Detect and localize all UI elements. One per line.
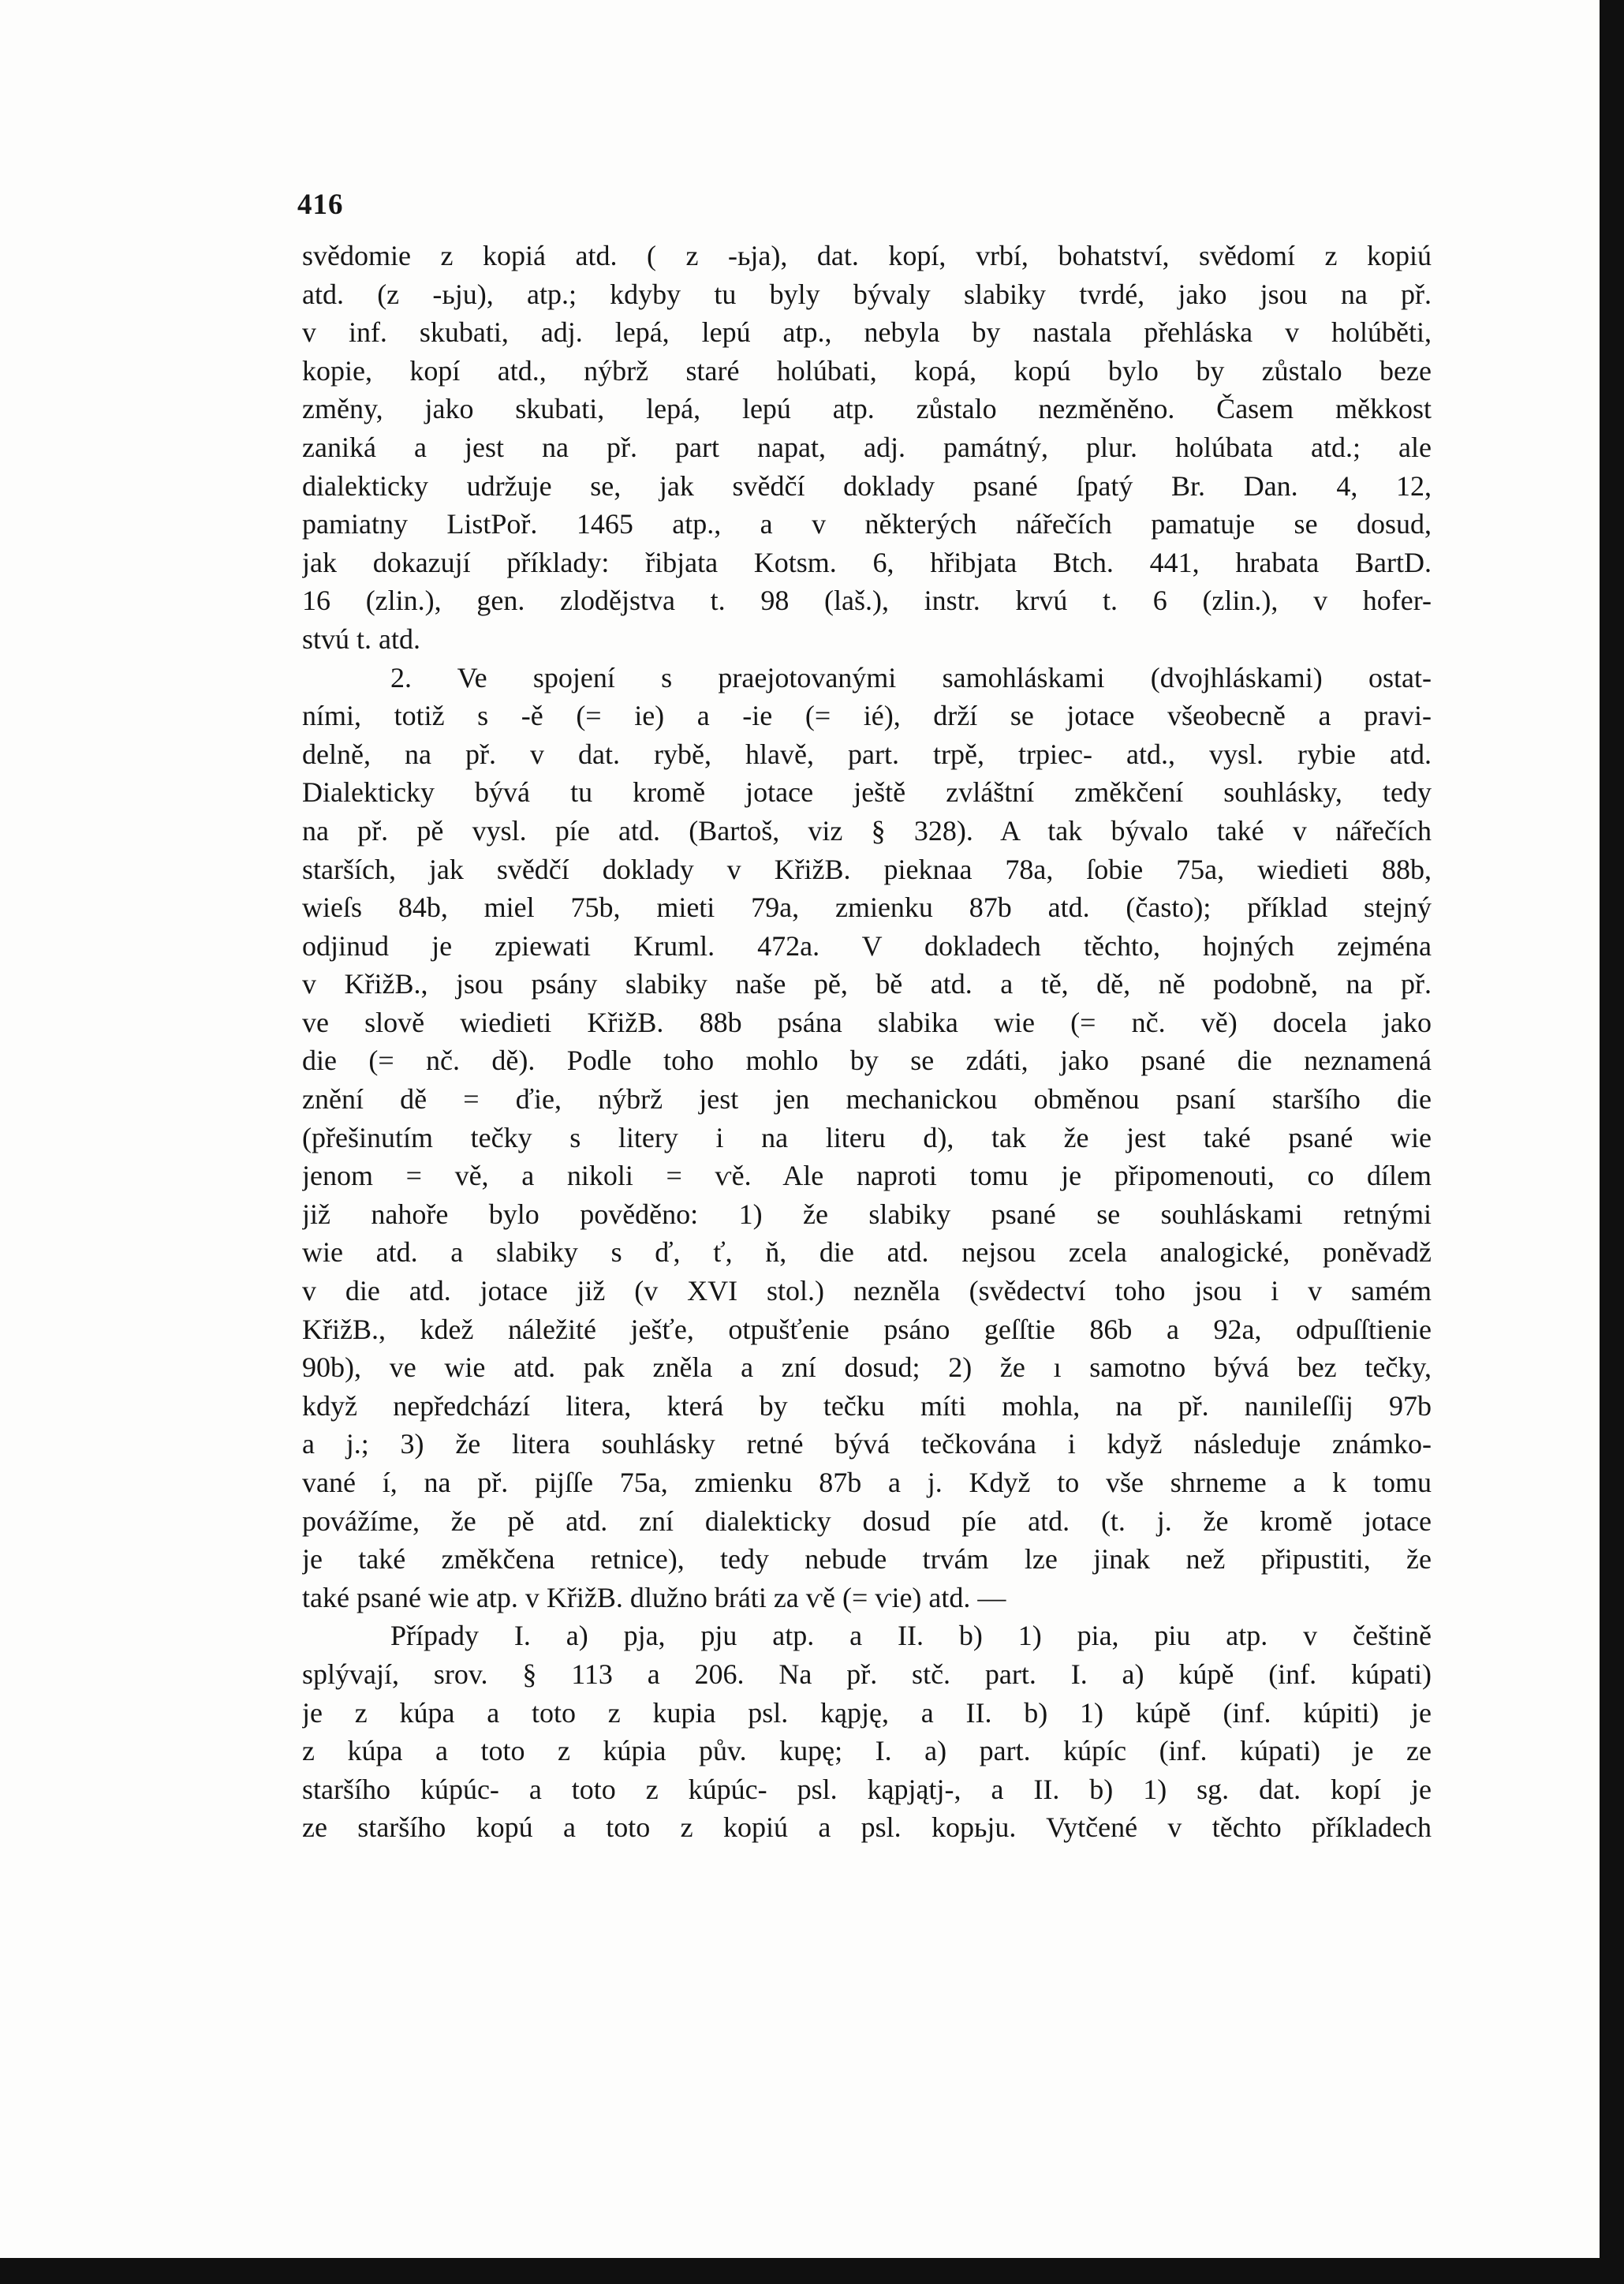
- text-line: a j.; 3) že litera souhlásky retné bývá tečkována i když následuje známko-: [302, 1428, 1432, 1460]
- text-line: 16 (zlin.), gen. zlodějstva t. 98 (laš.), instr. krvú t. 6 (zlin.), v hofer-: [302, 585, 1432, 617]
- paragraph-start: Případy I. a) pja, pju atp. a II. b) 1) pia, piu atp. v češtině: [390, 1620, 1432, 1652]
- text-line: wie atd. a slabiky s ď, ť, ň, die atd. nejsou zcela analogické, poněvadž: [302, 1236, 1432, 1269]
- text-line: jak dokazují příklady: řibjata Kotsm. 6, hřibjata Btch. 441, hrabata BartD.: [302, 546, 1432, 578]
- text-line: Dialekticky bývá tu kromě jotace ještě zvláštní změkčení souhlásky, tedy: [302, 776, 1432, 809]
- text-line: je také změkčena retnice), tedy nebude trvám lze jinak než připustiti, že: [302, 1543, 1432, 1576]
- page-number: 416: [297, 189, 344, 221]
- text-line: dialekticky udržuje se, jak svědčí doklady psané ſpatý Br. Dan. 4, 12,: [302, 469, 1432, 502]
- text-line: KřižB., kdež náležité ješťe, otpušťenie psáno geſſtie 86b a 92a, odpuſſtienie: [302, 1313, 1432, 1345]
- text-line: kopie, kopí atd., nýbrž staré holúbati, kopá, kopú bylo by zůstalo beze: [302, 354, 1432, 387]
- text-line: odjinud je zpiewati Kruml. 472a. V dokladech těchto, hojných zejména: [302, 929, 1432, 962]
- text-line: zaniká a jest na př. part napat, adj. památný, plur. holúbata atd.; ale: [302, 431, 1432, 463]
- text-line: pamiatny ListPoř. 1465 atp., a v některých nářečích pamatuje se dosud,: [302, 508, 1432, 540]
- text-line: starších, jak svědčí doklady v KřižB. pieknaa 78a, ſobie 75a, wiedieti 88b,: [302, 853, 1432, 885]
- text-line: povážíme, že pě atd. zní dialekticky dosud píe atd. (t. j. že kromě jotace: [302, 1505, 1432, 1537]
- text-line: již nahoře bylo pověděno: 1) že slabiky psané se souhláskami retnými: [302, 1198, 1432, 1230]
- paragraph-start: 2. Ve spojení s praejotovanými samohláskami (dvojhláskami) ostat-: [390, 661, 1432, 693]
- text-line: die (= nč. dě). Podle toho mohlo by se zdáti, jako psané die neznamená: [302, 1045, 1432, 1077]
- scan-border-bottom: [0, 2258, 1624, 2284]
- text-line: staršího kúpúc- a toto z kúpúc- psl. kąpjątj-, a II. b) 1) sg. dat. kopí je: [302, 1773, 1432, 1805]
- text-line: vané í, na př. pijſſe 75a, zmienku 87b a j. Když to vše shrneme a k tomu: [302, 1467, 1432, 1498]
- text-line: atd. (z -ьju), atp.; kdyby tu byly bývaly slabiky tvrdé, jako jsou na př.: [302, 278, 1432, 310]
- text-line: z kúpa a toto z kúpia pův. kupę; I. a) part. kúpíc (inf. kúpati) je ze: [302, 1735, 1432, 1767]
- text-line: také psané wie atp. v KřižB. dlužno bráti za ѵě (= ѵie) atd. —: [302, 1581, 1006, 1613]
- text-line: jenom = vě, a nikoli = ѵě. Ale naproti tomu je připomenouti, co dílem: [302, 1160, 1432, 1192]
- text-line: na př. pě vysl. píe atd. (Bartoš, viz § 328). A tak bývalo také v nářečích: [302, 814, 1432, 847]
- text-line: stvú t. atd.: [302, 622, 420, 655]
- scan-border-right: [1600, 0, 1624, 2284]
- text-line: znění dě = ďie, nýbrž jest jen mechanickou obměnou psaní staršího die: [302, 1083, 1432, 1116]
- text-line: v die atd. jotace již (v XVI stol.) nezněla (svědectví toho jsou i v samém: [302, 1275, 1432, 1307]
- text-line: svědomie z kopiá atd. ( z -ьja), dat. kopí, vrbí, bohatství, svědomí z kopiú: [302, 240, 1432, 271]
- text-line: změny, jako skubati, lepá, lepú atp. zůstalo nezměněno. Časem měkkost: [302, 393, 1432, 425]
- text-line: delně, na př. v dat. rybě, hlavě, part. trpě, trpiec- atd., vysl. rybie atd.: [302, 738, 1432, 770]
- text-line: splývají, srov. § 113 a 206. Na př. stč. part. I. a) kúpě (inf. kúpati): [302, 1658, 1432, 1690]
- text-line: ními, totiž s -ě (= ie) a -ie (= ié), drží se jotace všeobecně a pravi-: [302, 700, 1432, 732]
- text-line: 90b), ve wie atd. pak zněla a zní dosud; 2) že ı samotno bývá bez tečky,: [302, 1351, 1432, 1384]
- text-line: v KřižB., jsou psány slabiky naše pě, bě atd. a tě, dě, ně podobně, na př.: [302, 968, 1432, 1000]
- text-line: v inf. skubati, adj. lepá, lepú atp., nebyla by nastala přehláska v holúběti,: [302, 316, 1432, 349]
- text-line: je z kúpa a toto z kupia psl. kąpję, a II. b) 1) kúpě (inf. kúpiti) je: [302, 1696, 1432, 1729]
- body-text: [302, 237, 1432, 1847]
- text-line: když nepředchází litera, která by tečku míti mohla, na př. naınileſſij 97b: [302, 1389, 1432, 1422]
- text-line: ze staršího kopú a toto z kopiú a psl. kopьju. Vytčené v těchto příkladech: [302, 1811, 1432, 1844]
- text-line: ve slově wiedieti KřižB. 88b psána slabika wie (= nč. vě) docela jako: [302, 1006, 1432, 1038]
- text-line: wieſs 84b, miel 75b, mieti 79a, zmienku 87b atd. (často); příklad stejný: [302, 892, 1432, 924]
- text-line: (přešinutím tečky s litery i na literu d), tak že jest také psané wie: [302, 1121, 1432, 1153]
